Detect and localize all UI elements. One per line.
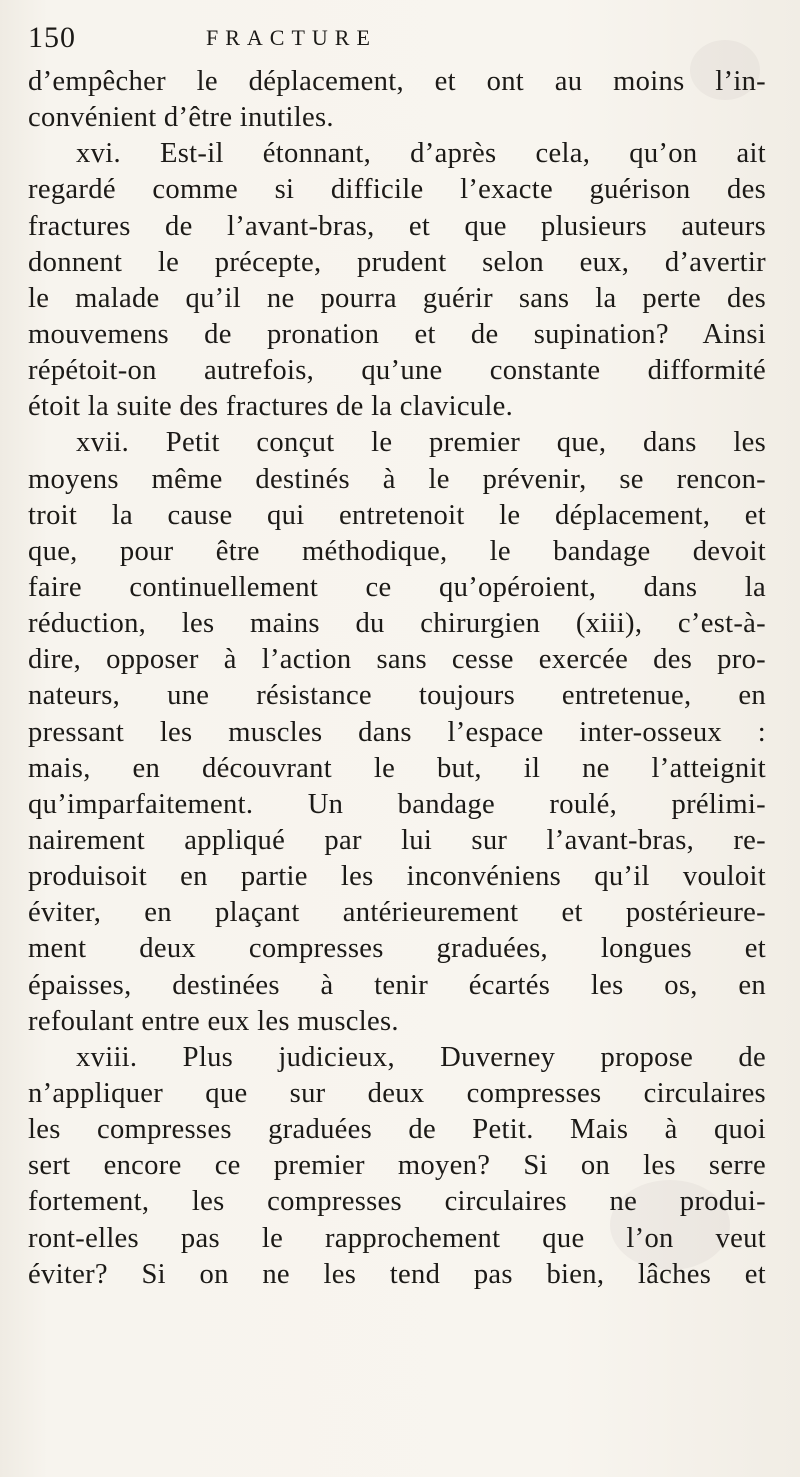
text-line: répétoit-on autrefois, qu’une constante difformité [28,355,766,387]
text-line: épaisses, destinées à tenir écartés les os, en [28,969,766,1001]
page-number: 150 [28,21,76,54]
text-line: fortement, les compresses circulaires ne produi- [28,1186,766,1218]
text-line: dire, opposer à l’action sans cesse exercée des pro- [28,644,766,676]
text-line: qu’imparfaitement. Un bandage roulé, prélimi- [28,788,766,820]
text-line: fractures de l’avant-bras, et que plusieurs auteurs [28,210,766,242]
section-xvi-start: xvi. Est-il étonnant, d’après cela, qu’on ait [76,138,766,170]
text-line: pressant les muscles dans l’espace inter-osseux : [28,716,766,748]
text-line: troit la cause qui entretenoit le déplacement, et [28,499,766,531]
text-line: sert encore ce premier moyen? Si on les serre [28,1150,766,1182]
text-line: ront-elles pas le rapprochement que l’on veut [28,1222,766,1254]
text-line: produisoit en partie les inconvéniens qu’il vouloit [28,861,766,893]
text-line: moyens même destinés à le prévenir, se rencon- [28,463,766,495]
text-line: mouvemens de pronation et de supination? Ainsi [28,318,766,350]
text-line: regardé comme si difficile l’exacte guérison des [28,174,766,206]
text-line: que, pour être méthodique, le bandage devoit [28,535,766,567]
text-line: mais, en découvrant le but, il ne l’atteignit [28,752,766,784]
running-title: FRACTURE [206,25,377,50]
text-line: convénient d’être inutiles. [28,102,334,134]
text-line: donnent le précepte, prudent selon eux, d’avertir [28,246,766,278]
section-xvii-start: xvii. Petit conçut le premier que, dans les [76,427,766,459]
text-line: le malade qu’il ne pourra guérir sans la perte des [28,282,766,314]
text-line: éviter? Si on ne les tend pas bien, lâches et [28,1258,766,1290]
text-line: nairement appliqué par lui sur l’avant-bras, re- [28,824,766,856]
text-line: réduction, les mains du chirurgien (xiii), c’est-à- [28,608,766,640]
page-header [28,18,548,58]
text-line: les compresses graduées de Petit. Mais à quoi [28,1114,766,1146]
text-line: nateurs, une résistance toujours entretenue, en [28,680,766,712]
body-text [28,64,766,1293]
text-line: éviter, en plaçant antérieurement et postérieure- [28,897,766,929]
text-line: faire continuellement ce qu’opéroient, dans la [28,571,766,603]
text-line: refoulant entre eux les muscles. [28,1005,399,1037]
text-line: ment deux compresses graduées, longues et [28,933,766,965]
text-line: n’appliquer que sur deux compresses circulaires [28,1077,766,1109]
text-line: d’empêcher le déplacement, et ont au moins l’in- [28,66,766,97]
section-xviii-start: xviii. Plus judicieux, Duverney propose de [76,1041,766,1073]
text-line: étoit la suite des fractures de la clavicule. [28,391,514,423]
